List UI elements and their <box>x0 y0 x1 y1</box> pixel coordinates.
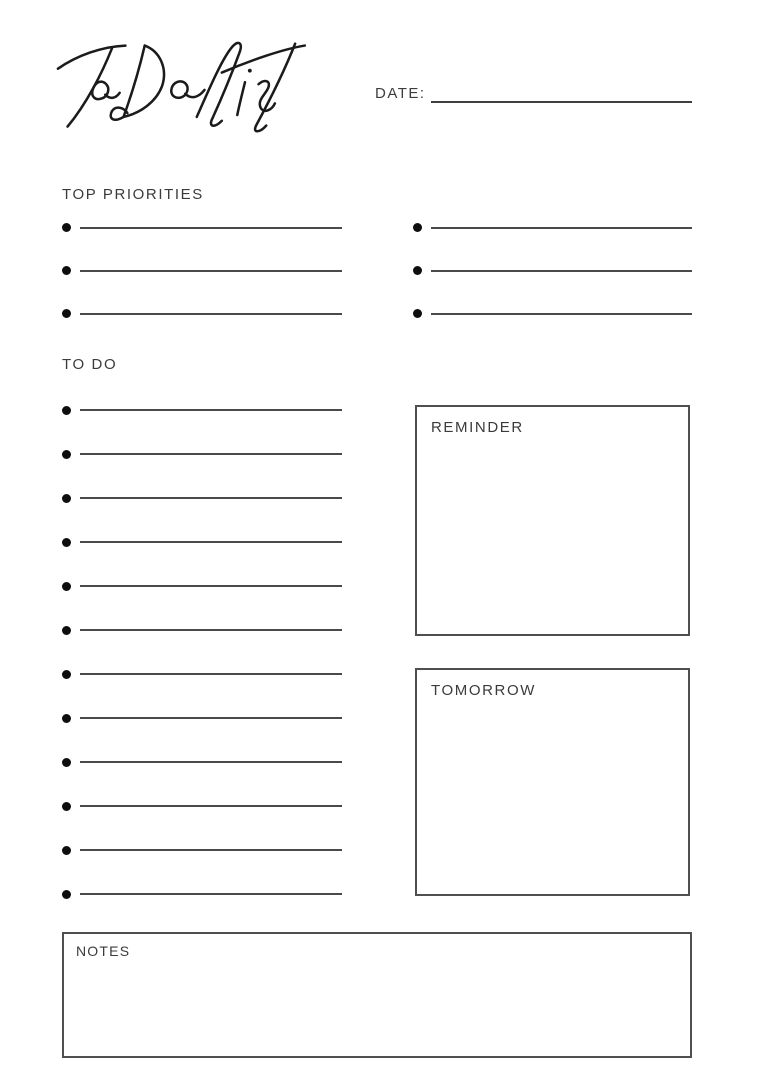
priority-item-row <box>413 206 692 249</box>
notes-box[interactable] <box>62 932 692 1058</box>
todo-fill-line[interactable] <box>80 673 342 675</box>
todo-item-row <box>62 564 342 608</box>
bullet-icon <box>413 266 422 275</box>
todo-fill-line[interactable] <box>80 409 342 411</box>
bullet-icon <box>62 582 71 591</box>
bullet-icon <box>62 406 71 415</box>
todo-fill-line[interactable] <box>80 805 342 807</box>
tomorrow-box[interactable] <box>415 668 690 896</box>
todo-fill-line[interactable] <box>80 761 342 763</box>
top-priorities-heading: TOP PRIORITIES <box>62 186 204 203</box>
page-title-script <box>56 38 326 138</box>
bullet-icon <box>62 846 71 855</box>
tomorrow-heading: TOMORROW <box>431 682 537 699</box>
bullet-icon <box>62 890 71 899</box>
todo-item-row <box>62 740 342 784</box>
priority-fill-line[interactable] <box>80 227 342 229</box>
priority-fill-line[interactable] <box>80 270 342 272</box>
notes-heading: NOTES <box>76 943 131 959</box>
todo-item-row <box>62 476 342 520</box>
priority-fill-line[interactable] <box>431 270 692 272</box>
bullet-icon <box>62 494 71 503</box>
todo-list <box>62 388 342 916</box>
script-title-drawing <box>56 38 326 138</box>
bullet-icon <box>413 309 422 318</box>
bullet-icon <box>413 223 422 232</box>
todo-fill-line[interactable] <box>80 717 342 719</box>
date-row <box>375 79 692 103</box>
priority-fill-line[interactable] <box>431 313 692 315</box>
todo-item-row <box>62 608 342 652</box>
priority-fill-line[interactable] <box>80 313 342 315</box>
date-label: DATE: <box>375 85 426 102</box>
bullet-icon <box>62 266 71 275</box>
priority-item-row <box>62 292 342 335</box>
todo-fill-line[interactable] <box>80 453 342 455</box>
top-priorities-right-list <box>413 206 692 335</box>
priority-item-row <box>413 249 692 292</box>
priority-item-row <box>62 249 342 292</box>
bullet-icon <box>62 450 71 459</box>
priority-fill-line[interactable] <box>431 227 692 229</box>
bullet-icon <box>62 758 71 767</box>
todo-fill-line[interactable] <box>80 849 342 851</box>
bullet-icon <box>62 714 71 723</box>
todo-fill-line[interactable] <box>80 497 342 499</box>
date-fill-line[interactable] <box>431 77 692 103</box>
todo-item-row <box>62 520 342 564</box>
todo-fill-line[interactable] <box>80 893 342 895</box>
bullet-icon <box>62 626 71 635</box>
priority-item-row <box>413 292 692 335</box>
todo-item-row <box>62 432 342 476</box>
todo-fill-line[interactable] <box>80 541 342 543</box>
todo-heading: TO DO <box>62 356 118 373</box>
reminder-box[interactable] <box>415 405 690 636</box>
bullet-icon <box>62 670 71 679</box>
todo-item-row <box>62 652 342 696</box>
bullet-icon <box>62 802 71 811</box>
todo-item-row <box>62 872 342 916</box>
todo-item-row <box>62 828 342 872</box>
bullet-icon <box>62 538 71 547</box>
priority-item-row <box>62 206 342 249</box>
todo-item-row <box>62 696 342 740</box>
todo-item-row <box>62 784 342 828</box>
todo-item-row <box>62 388 342 432</box>
bullet-icon <box>62 309 71 318</box>
todo-fill-line[interactable] <box>80 629 342 631</box>
bullet-icon <box>62 223 71 232</box>
reminder-heading: REMINDER <box>431 419 524 436</box>
top-priorities-left-list <box>62 206 342 335</box>
todo-fill-line[interactable] <box>80 585 342 587</box>
